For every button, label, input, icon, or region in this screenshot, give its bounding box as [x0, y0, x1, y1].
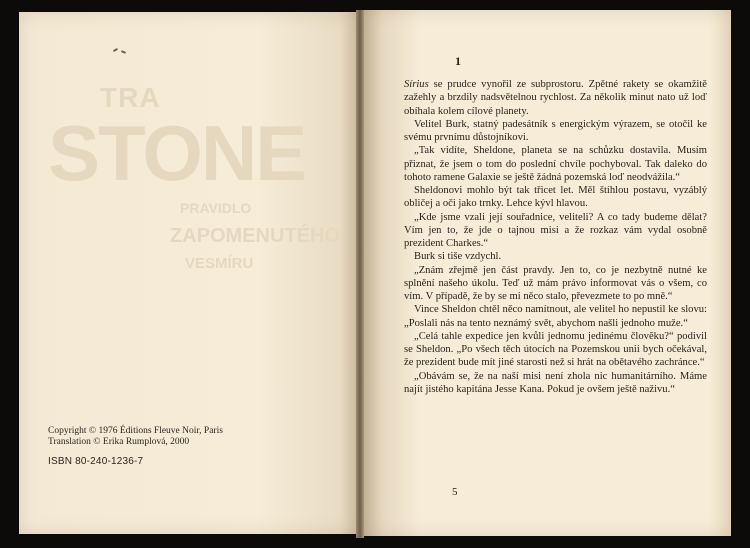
paragraph: Vince Sheldon chtěl něco namítnout, ale velitel ho nepustil ke slovu: „Poslali nás na tento neznámý svět, abychom našli jednoho muže.“	[404, 304, 707, 329]
paper-speck	[113, 49, 131, 53]
show-through-text: TRA	[100, 82, 161, 113]
isbn: ISBN 80-240-1236-7	[48, 456, 144, 467]
paragraph: Burk si tiše vzdychl.	[414, 251, 502, 263]
paragraph: „Celá tahle expedice jen kvůli jednomu jedinému človĕku?“ podivil se Sheldon. „Po všech těch útocích na Pozemskou unii bych očekával, že prezident bude mít jiné starosti než si hrát na obětavého zachránce.“	[404, 330, 707, 369]
book-spine	[356, 10, 364, 538]
paragraph: „Kde jsme vzali její souřadnice, veliteli? A co tady budeme dělat? Vím jen to, že jde o tajnou misi a že rozkaz vám vydal osobně prezident Charkes.“	[404, 211, 707, 249]
chapter-number: 1	[455, 54, 461, 68]
chapter-body	[404, 78, 707, 396]
paragraph-text: se prudce vynořil ze subprostoru. Zpětné rakety se okamžitě zažehly a brzdily nadsvětelnou rychlost. Za několik minut nato už loď obíhala kolem cílové planety.	[404, 79, 707, 117]
paragraph: Sheldonovi mohlo být tak třicet let. Měl štíhlou postavu, vyzáblý obličej a oči jako trnky. Lehce kývl hlavou.	[404, 185, 707, 210]
paragraph	[404, 78, 707, 118]
copyright-notice	[48, 426, 348, 448]
show-through-text: VESMÍRU	[185, 255, 254, 272]
copyright-line: Copyright © 1976 Éditions Fleuve Noir, Paris	[48, 426, 223, 436]
show-through-text: ZAPOMENUTÉHO	[170, 225, 340, 247]
page-number: 5	[452, 486, 458, 498]
ship-name: Sírius	[404, 79, 429, 90]
paragraph: Velitel Burk, statný padesátník s energickým výrazem, se otočil ke svému prvnímu důstojníkovi.	[404, 118, 707, 143]
paragraph: „Znám zřejmě jen část pravdy. Jen to, co je nezbytně nutné ke splnění našeho úkolu. Teď už mám právo informovat vás o všem, co vím. V případě, že by se mi něco stalo, převezmete to po mně.“	[404, 264, 707, 302]
translation-line: Translation © Erika Rumplová, 2000	[48, 437, 190, 447]
paragraph: „Obávám se, že na naší misi není zhola nic humanitárního. Máme najít jistého kapitána Jesse Kana. Pokud je ovšem ještě naživu.“	[404, 370, 707, 395]
paragraph: „Tak vidíte, Sheldone, planeta se na schůzku dostavila. Musím přiznat, že jsem o tom do poslední chvíle pochyboval. Tak daleko do tohoto ramene Galaxie se ještě žádná pozemská loď neodvážila.“	[404, 145, 707, 183]
show-through-text: PRAVIDLO	[180, 200, 252, 216]
show-through-title: STONE	[48, 109, 306, 197]
